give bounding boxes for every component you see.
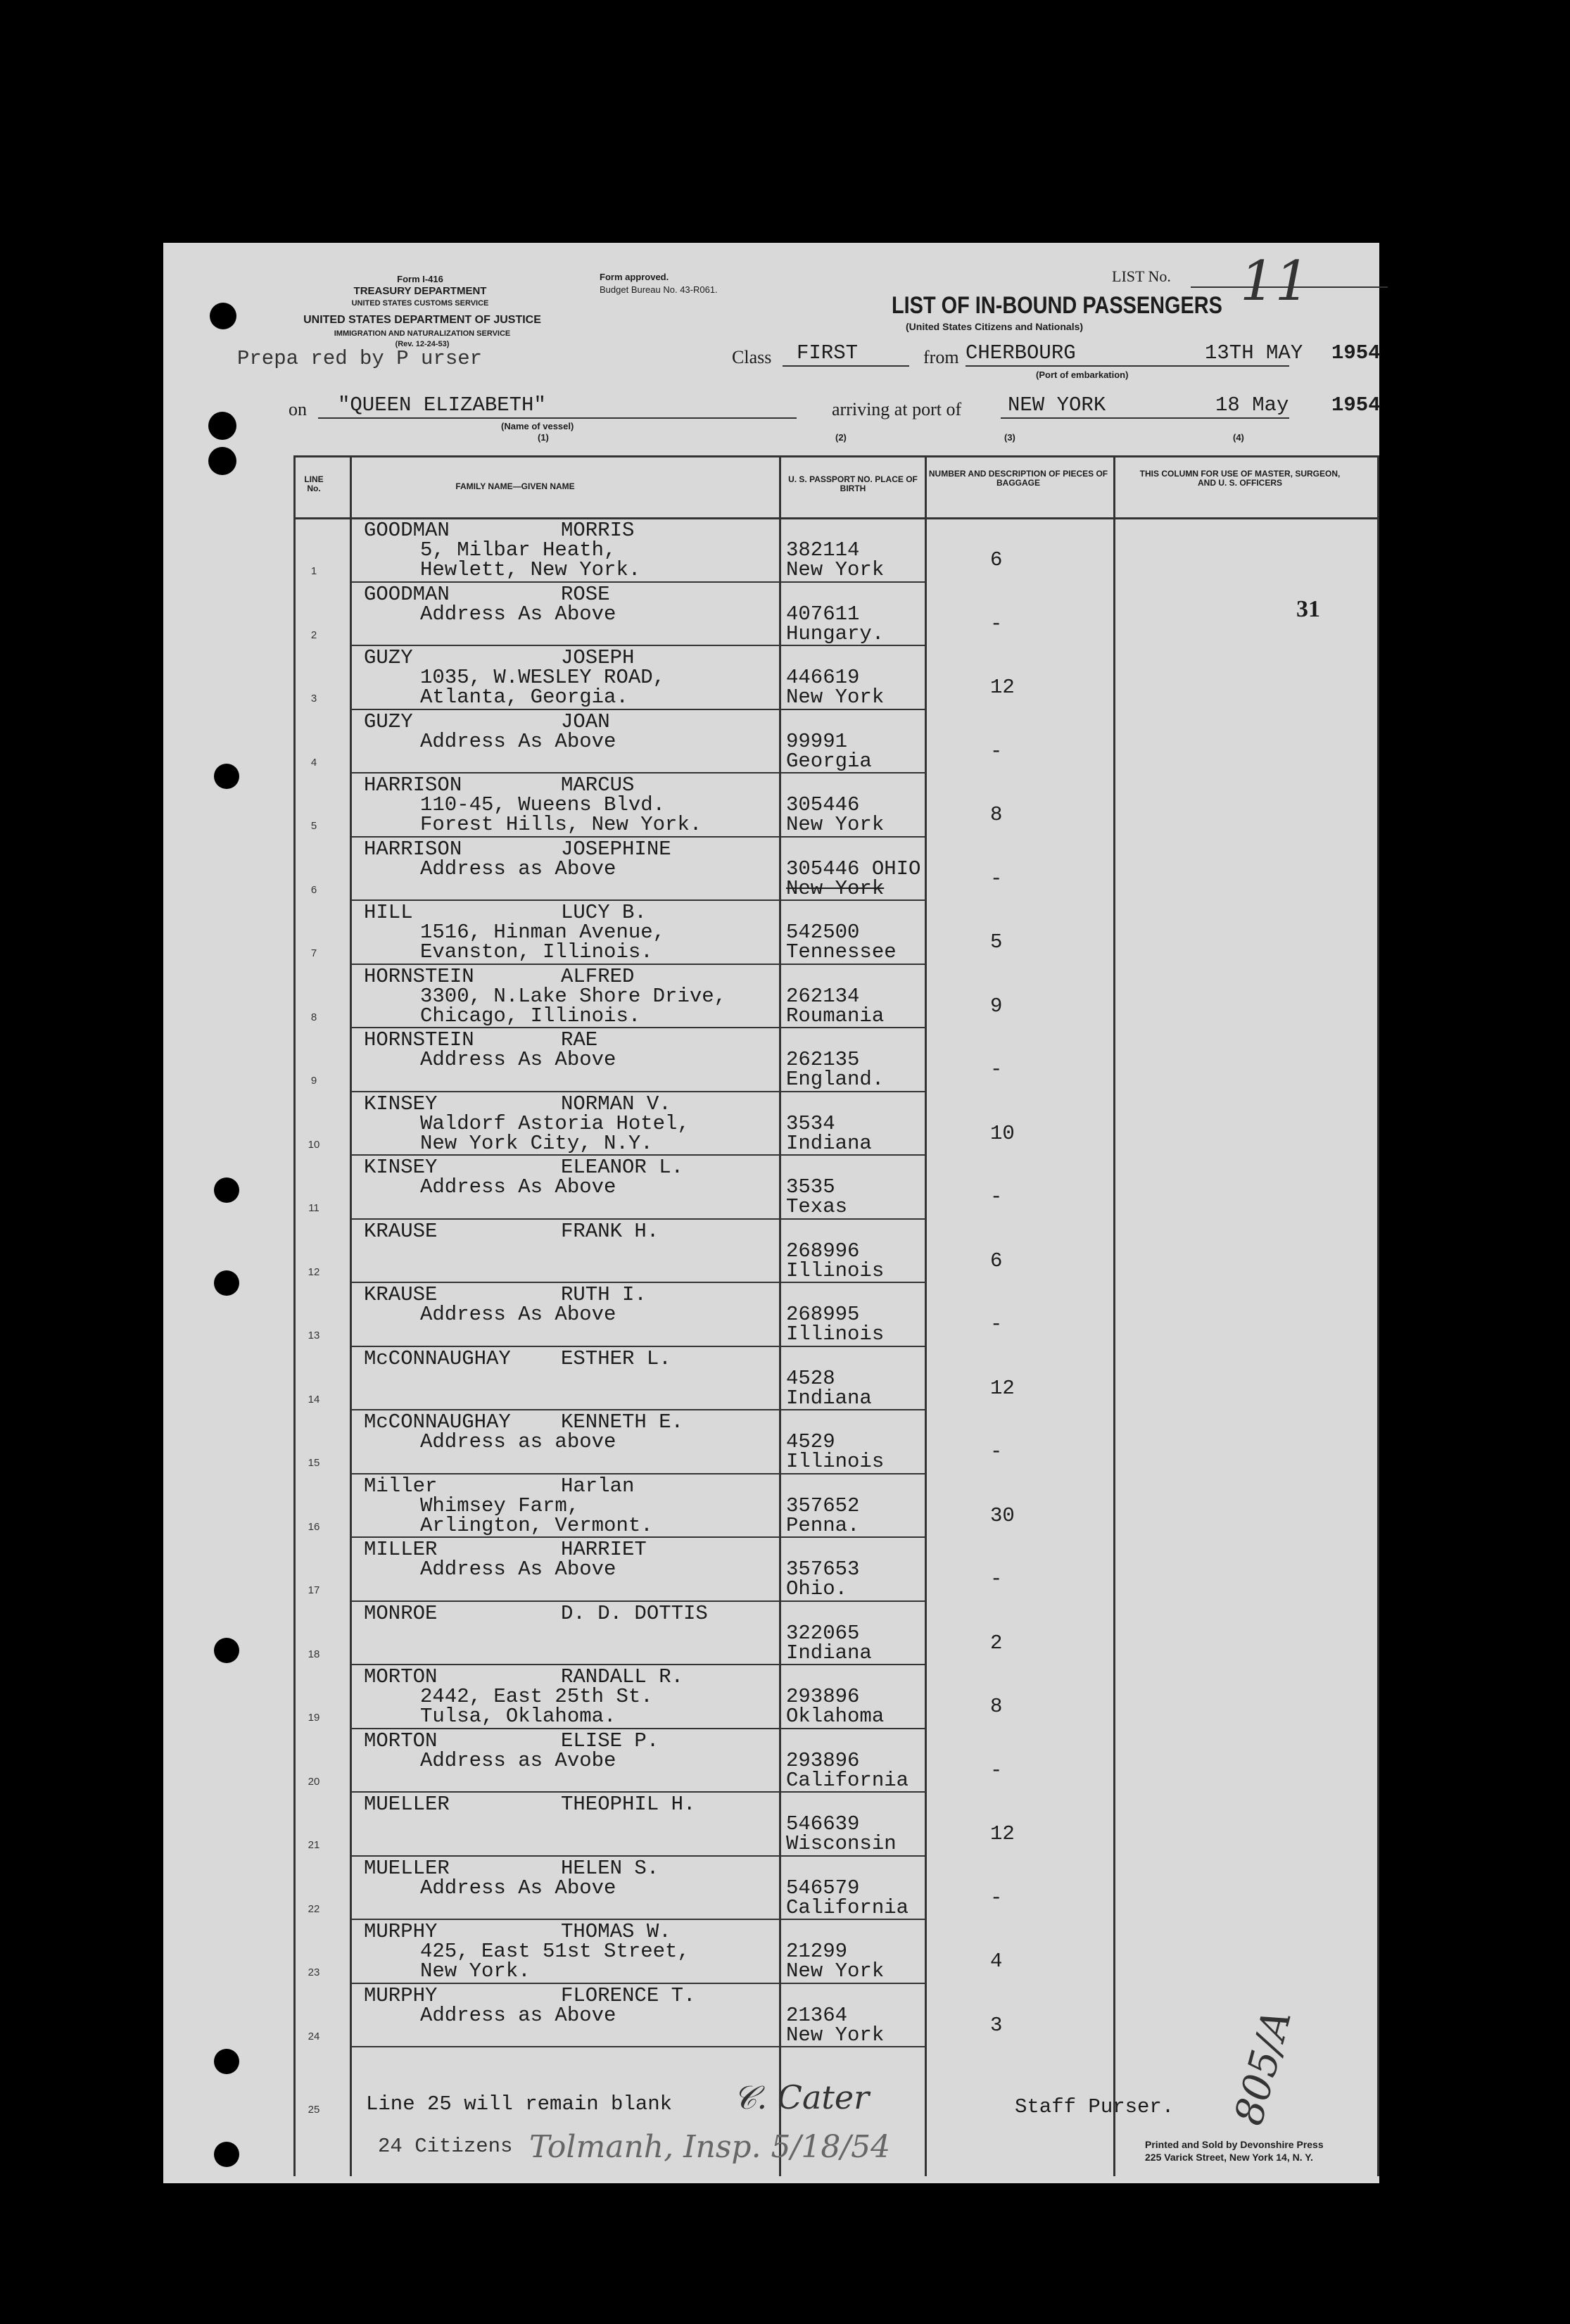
staff-purser-label: Staff Purser. xyxy=(1015,2095,1175,2118)
line-25-number: 25 xyxy=(308,2104,320,2116)
baggage-count: - xyxy=(990,1313,1003,1336)
col-header-line-no: LINE No. xyxy=(304,474,324,493)
place-of-birth: Penna. xyxy=(786,1513,860,1537)
baggage-count: 10 xyxy=(990,1121,1015,1145)
col-caption-2: (2) xyxy=(835,432,847,443)
justice-dept: UNITED STATES DEPARTMENT OF JUSTICE xyxy=(303,314,541,326)
passport-number: 21299 xyxy=(786,1940,848,1963)
line-number: 7 xyxy=(310,947,317,959)
family-name: MURPHY xyxy=(364,1920,438,1943)
line-number: 10 xyxy=(308,1138,320,1151)
stamp-number: 31 xyxy=(1296,596,1320,622)
place-of-birth: Texas xyxy=(786,1195,848,1218)
passport-number: 21364 xyxy=(786,2003,848,2027)
given-name: RUTH I. xyxy=(561,1283,647,1306)
given-name: KENNETH E. xyxy=(561,1410,684,1434)
family-name: HORNSTEIN xyxy=(364,964,474,988)
arrival-port: NEW YORK xyxy=(1008,393,1106,417)
line-25-note: Line 25 will remain blank xyxy=(366,2092,673,2116)
place-of-birth: New York xyxy=(786,686,885,709)
place-of-birth: Indiana xyxy=(786,1641,872,1665)
family-name: KRAUSE xyxy=(364,1219,438,1243)
address-line-2: Hewlett, New York. xyxy=(420,558,641,581)
line-number: 5 xyxy=(310,820,317,832)
address-line-2: Atlanta, Georgia. xyxy=(420,686,628,709)
document-subtitle: (United States Citizens and Nationals) xyxy=(906,321,1084,332)
address-line-2: New York City, N.Y. xyxy=(420,1131,653,1155)
passport-number: 322065 xyxy=(786,1621,860,1645)
address-line-1: 2442, East 25th St. xyxy=(420,1685,653,1708)
given-name: ROSE xyxy=(561,582,610,606)
baggage-count: - xyxy=(990,1185,1003,1208)
family-name: McCONNAUGHAY xyxy=(364,1346,511,1370)
port-embarkation-caption: (Port of embarkation) xyxy=(1036,370,1129,380)
given-name: FRANK H. xyxy=(561,1219,659,1243)
family-name: MORTON xyxy=(364,1665,438,1688)
baggage-count: - xyxy=(990,612,1003,636)
col-header-officers: THIS COLUMN FOR USE OF MASTER, SURGEON, AND U. S. OFFICERS xyxy=(1139,469,1341,488)
address-line-1: Address as above xyxy=(420,1430,616,1453)
line-number: 13 xyxy=(308,1330,320,1341)
given-name: JOSEPH xyxy=(561,646,635,669)
given-name: ELISE P. xyxy=(561,1729,659,1753)
given-name: MARCUS xyxy=(561,773,635,797)
address-line-1: Waldorf Astoria Hotel, xyxy=(420,1111,690,1135)
address-line-1: 5, Milbar Heath, xyxy=(420,538,616,562)
passport-number: 357652 xyxy=(786,1493,860,1517)
vessel-caption: (Name of vessel) xyxy=(501,421,574,431)
family-name: MORTON xyxy=(364,1729,438,1753)
address-line-1: Whimsey Farm, xyxy=(420,1493,580,1517)
family-name: McCONNAUGHAY xyxy=(364,1410,511,1434)
rev-date: (Rev. 12-24-53) xyxy=(395,340,450,348)
passport-number: 268996 xyxy=(786,1239,860,1263)
baggage-count: - xyxy=(990,1058,1003,1081)
given-name: LUCY B. xyxy=(561,901,647,924)
family-name: GUZY xyxy=(364,646,413,669)
passport-number: 446619 xyxy=(786,666,860,689)
vessel-name: "QUEEN ELIZABETH" xyxy=(338,393,546,417)
given-name: D. D. DOTTIS xyxy=(561,1601,708,1625)
punch-hole xyxy=(210,303,236,329)
baggage-count: 6 xyxy=(990,548,1003,571)
from-value: CHERBOURG xyxy=(966,341,1076,365)
budget-bureau: Budget Bureau No. 43-R061. xyxy=(600,284,718,295)
place-of-birth: New York xyxy=(786,1959,885,1983)
place-of-birth: Georgia xyxy=(786,749,872,773)
address-line-2: Forest Hills, New York. xyxy=(420,813,702,836)
address-line-1: 1516, Hinman Avenue, xyxy=(420,921,666,944)
purser-signature: 𝒞. Cater xyxy=(733,2078,870,2116)
punch-hole xyxy=(214,1177,239,1203)
line-number: 24 xyxy=(308,2030,320,2042)
family-name: MURPHY xyxy=(364,1983,438,2007)
line-number: 17 xyxy=(308,1584,320,1596)
place-of-birth: Tennessee xyxy=(786,940,897,964)
address-line-1: Address as Avobe xyxy=(420,1748,616,1772)
baggage-count: 12 xyxy=(990,1822,1015,1845)
given-name: ESTHER L. xyxy=(561,1346,671,1370)
line-number: 23 xyxy=(308,1966,320,1978)
baggage-count: 6 xyxy=(990,1249,1003,1272)
customs-service: UNITED STATES CUSTOMS SERVICE xyxy=(351,299,489,308)
manifest-page xyxy=(163,243,1379,2183)
family-name: GOODMAN xyxy=(364,582,450,606)
place-of-birth: Indiana xyxy=(786,1131,872,1155)
passport-number: 357653 xyxy=(786,1558,860,1581)
address-line-1: Address As Above xyxy=(420,1558,616,1581)
passport-number: 546579 xyxy=(786,1876,860,1900)
place-of-birth: California xyxy=(786,1768,909,1792)
baggage-count: 9 xyxy=(990,994,1003,1018)
passport-number: 407611 xyxy=(786,602,860,626)
address-line-1: Address As Above xyxy=(420,602,616,626)
printer-credit-1: Printed and Sold by Devonshire Press xyxy=(1145,2139,1324,2150)
col-header-baggage: NUMBER AND DESCRIPTION OF PIECES OF BAGGAGE xyxy=(928,469,1108,488)
line-number: 3 xyxy=(310,693,317,705)
passport-number: 542500 xyxy=(786,921,860,944)
address-line-1: Address As Above xyxy=(420,1876,616,1900)
baggage-count: 12 xyxy=(990,1376,1015,1400)
punch-hole xyxy=(214,1638,239,1663)
line-number: 16 xyxy=(308,1520,320,1533)
given-name: RAE xyxy=(561,1028,598,1052)
address-line-1: 3300, N.Lake Shore Drive, xyxy=(420,984,727,1008)
place-of-birth: Wisconsin xyxy=(786,1832,897,1855)
given-name: JOAN xyxy=(561,709,610,733)
line-number: 15 xyxy=(308,1457,320,1469)
line-number: 18 xyxy=(308,1648,320,1660)
passport-number: 262134 xyxy=(786,984,860,1008)
place-of-birth: New York xyxy=(786,2023,885,2047)
list-no-label: LIST No. xyxy=(1112,267,1171,285)
line-number: 4 xyxy=(310,756,317,769)
baggage-count: 30 xyxy=(990,1503,1015,1527)
given-name: FLORENCE T. xyxy=(561,1983,696,2007)
departure-year: 1954 xyxy=(1331,341,1381,365)
baggage-count: 8 xyxy=(990,803,1003,826)
line-number: 1 xyxy=(310,565,317,577)
family-name: KRAUSE xyxy=(364,1283,438,1306)
address-line-1: Address As Above xyxy=(420,1175,616,1199)
on-label: on xyxy=(289,399,307,419)
address-line-1: 425, East 51st Street, xyxy=(420,1940,690,1963)
place-of-birth: Ohio. xyxy=(786,1577,848,1600)
baggage-count: - xyxy=(990,1567,1003,1591)
list-no-value: 11 xyxy=(1240,250,1310,313)
arriving-label: arriving at port of xyxy=(832,399,962,419)
family-name: MILLER xyxy=(364,1538,438,1561)
margin-note: 805/A xyxy=(1226,2004,1301,2130)
line-number: 2 xyxy=(310,629,317,641)
immigration-service: IMMIGRATION AND NATURALIZATION SERVICE xyxy=(334,329,511,338)
passport-number: 4529 xyxy=(786,1430,835,1453)
line-number: 22 xyxy=(308,1902,320,1915)
place-of-birth: Illinois xyxy=(786,1258,885,1282)
col-header-passport: U. S. PASSPORT NO. PLACE OF BIRTH xyxy=(788,474,918,493)
footer-citizen-count: 24 Citizens xyxy=(378,2135,513,2158)
place-of-birth: New York xyxy=(786,876,885,900)
place-of-birth: Hungary. xyxy=(786,621,885,645)
punch-hole xyxy=(214,2142,239,2167)
printer-credit-2: 225 Varick Street, New York 14, N. Y. xyxy=(1145,2152,1313,2163)
address-line-1: 110-45, Wueens Blvd. xyxy=(420,793,666,816)
line-number: 20 xyxy=(308,1775,320,1788)
passport-number: 293896 xyxy=(786,1685,860,1708)
given-name: JOSEPHINE xyxy=(561,837,671,861)
baggage-count: - xyxy=(990,1886,1003,1909)
family-name: MUELLER xyxy=(364,1856,450,1880)
line-number: 14 xyxy=(308,1393,320,1406)
baggage-count: 12 xyxy=(990,676,1015,699)
given-name: HARRIET xyxy=(561,1538,647,1561)
place-of-birth: Indiana xyxy=(786,1386,872,1410)
given-name: Harlan xyxy=(561,1474,635,1498)
from-label: from xyxy=(923,347,959,367)
family-name: MUELLER xyxy=(364,1793,450,1816)
form-id: Form I-416 xyxy=(397,274,443,284)
address-line-1: 1035, W.WESLEY ROAD, xyxy=(420,666,666,689)
place-of-birth: California xyxy=(786,1895,909,1919)
place-of-birth: New York xyxy=(786,558,885,581)
place-of-birth: New York xyxy=(786,813,885,836)
given-name: THEOPHIL H. xyxy=(561,1793,696,1816)
baggage-count: - xyxy=(990,739,1003,763)
punch-hole xyxy=(214,2049,239,2074)
passport-number: 4528 xyxy=(786,1366,835,1390)
arrival-date: 18 May xyxy=(1215,393,1289,417)
col-caption-1: (1) xyxy=(538,432,549,443)
given-name: ELEANOR L. xyxy=(561,1156,684,1179)
baggage-count: - xyxy=(990,1758,1003,1782)
arrival-year: 1954 xyxy=(1331,393,1381,417)
passport-number: 3535 xyxy=(786,1175,835,1199)
treasury-dept: TREASURY DEPARTMENT xyxy=(353,285,487,297)
passport-number: 382114 xyxy=(786,538,860,562)
punch-hole xyxy=(214,1270,239,1296)
line-number: 19 xyxy=(308,1712,320,1724)
document-title: LIST OF IN-BOUND PASSENGERS xyxy=(892,292,1222,319)
address-line-1: Address As Above xyxy=(420,729,616,753)
col-caption-4: (4) xyxy=(1233,432,1244,443)
address-line-1: Address as Above xyxy=(420,857,616,880)
class-value: FIRST xyxy=(797,341,859,365)
col-header-name: FAMILY NAME—GIVEN NAME xyxy=(455,481,575,491)
form-approved: Form approved. xyxy=(600,272,669,282)
line-number: 21 xyxy=(308,1839,320,1851)
family-name: KINSEY xyxy=(364,1092,438,1116)
baggage-count: 8 xyxy=(990,1695,1003,1718)
place-of-birth: Illinois xyxy=(786,1322,885,1346)
passport-number: 305446 xyxy=(786,793,860,816)
address-line-1: Address as Above xyxy=(420,2003,616,2027)
address-line-2: Evanston, Illinois. xyxy=(420,940,653,964)
punch-hole xyxy=(214,764,239,789)
punch-hole xyxy=(208,412,236,440)
given-name: THOMAS W. xyxy=(561,1920,671,1943)
baggage-count: - xyxy=(990,1440,1003,1463)
line-number: 12 xyxy=(308,1265,320,1278)
family-name: HORNSTEIN xyxy=(364,1028,474,1052)
family-name: HARRISON xyxy=(364,837,462,861)
baggage-count: - xyxy=(990,866,1003,890)
address-line-1: Address As Above xyxy=(420,1048,616,1071)
line-number: 11 xyxy=(308,1202,319,1214)
family-name: Miller xyxy=(364,1474,438,1498)
prepared-by: Prepa red by P urser xyxy=(237,347,483,370)
place-of-birth: Illinois xyxy=(786,1450,885,1473)
passport-number: 293896 xyxy=(786,1748,860,1772)
place-of-birth: Roumania xyxy=(786,1004,885,1028)
given-name: HELEN S. xyxy=(561,1856,659,1880)
family-name: HILL xyxy=(364,901,413,924)
given-name: ALFRED xyxy=(561,964,635,988)
address-line-2: Chicago, Illinois. xyxy=(420,1004,641,1028)
passport-number: 268995 xyxy=(786,1303,860,1326)
family-name: KINSEY xyxy=(364,1156,438,1179)
address-line-2: Tulsa, Oklahoma. xyxy=(420,1705,616,1728)
line-number: 6 xyxy=(310,883,317,896)
line-number: 8 xyxy=(310,1011,317,1023)
passport-number: 3534 xyxy=(786,1111,835,1135)
family-name: GUZY xyxy=(364,709,413,733)
given-name: MORRIS xyxy=(561,519,635,542)
given-name: RANDALL R. xyxy=(561,1665,684,1688)
address-line-2: Arlington, Vermont. xyxy=(420,1513,653,1537)
passport-number: 99991 xyxy=(786,729,848,753)
passport-number: 262135 xyxy=(786,1048,860,1071)
family-name: GOODMAN xyxy=(364,519,450,542)
family-name: HARRISON xyxy=(364,773,462,797)
line-number: 9 xyxy=(310,1075,317,1087)
place-of-birth: Oklahoma xyxy=(786,1705,885,1728)
col-caption-3: (3) xyxy=(1004,432,1015,443)
baggage-count: 5 xyxy=(990,930,1003,954)
departure-date: 13TH MAY xyxy=(1205,341,1303,365)
place-of-birth: England. xyxy=(786,1068,885,1091)
given-name: NORMAN V. xyxy=(561,1092,671,1116)
baggage-count: 2 xyxy=(990,1631,1003,1655)
officer-signature: Tolmanh, Insp. 5/18/54 xyxy=(529,2129,891,2165)
address-line-1: Address As Above xyxy=(420,1303,616,1326)
class-label: Class xyxy=(732,347,772,367)
address-line-2: New York. xyxy=(420,1959,531,1983)
punch-hole xyxy=(208,447,236,475)
baggage-count: 3 xyxy=(990,2013,1003,2037)
family-name: MONROE xyxy=(364,1601,438,1625)
passport-number: 546639 xyxy=(786,1812,860,1836)
passport-number: 305446 OHIO xyxy=(786,857,921,880)
baggage-count: 4 xyxy=(990,1950,1003,1973)
